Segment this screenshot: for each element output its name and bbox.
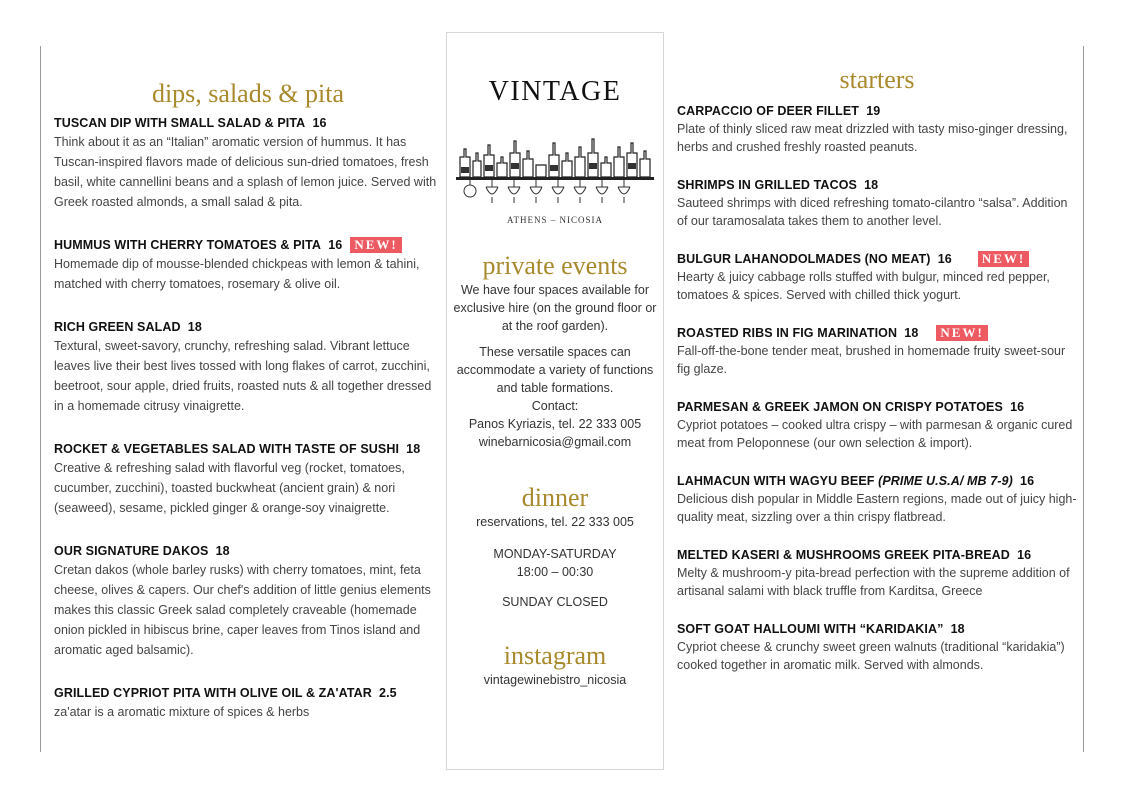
item-description: Sauteed shrimps with diced refreshing tomato-cilantro “salsa”. Addition of our taramosalata takes them to another level. xyxy=(677,196,1068,228)
item-title: ROCKET & VEGETABLES SALAD WITH TASTE OF SUSHI 18 xyxy=(54,442,421,456)
item-description: Cretan dakos (whole barley rusks) with cherry tomatoes, mint, feta cheese, olives & capers. Our chef's addition of little genius elements makes this classic Greek salad completely craveable (homemade onion pickled in hibiscus brine, caper leaves from Tinos island and aromatic aged balsamic). xyxy=(54,563,431,657)
contact-person: Panos Kyriazis, tel. 22 333 005 xyxy=(468,417,642,431)
new-badge: NEW! xyxy=(936,325,987,341)
item-title: PARMESAN & GREEK JAMON ON CRISPY POTATOES 16 xyxy=(677,400,1025,414)
menu-item xyxy=(677,546,1077,600)
item-title: RICH GREEN SALAD 18 xyxy=(54,320,202,334)
menu-item xyxy=(677,620,1077,674)
item-description: Plate of thinly sliced raw meat drizzled with tasty miso-ginger dressing, herbs and crushed freshly roasted peanuts. xyxy=(677,122,1068,154)
item-title: OUR SIGNATURE DAKOS 18 xyxy=(54,544,230,558)
closed-day: SUNDAY CLOSED xyxy=(502,595,608,609)
left-border-line xyxy=(40,46,41,752)
item-title: SOFT GOAT HALLOUMI WITH “KARIDAKIA” 18 xyxy=(677,622,965,636)
private-events-title: private events xyxy=(482,251,628,280)
item-description: za'atar is a aromatic mixture of spices & herbs xyxy=(54,705,310,719)
private-events-text: We have four spaces available for exclusive hire (on the ground floor or at the roof garden). xyxy=(453,283,657,333)
right-border-line xyxy=(1083,46,1084,752)
item-description: Creative & refreshing salad with flavorful veg (rocket, tomatoes, cucumber, zucchini), toasted buckwheat (ancient grain) & nori (seaweed), sesame, pickled ginger & orange-soy vinaigrette. xyxy=(54,461,405,515)
menu-item xyxy=(677,102,1077,156)
menu-item xyxy=(54,318,442,416)
dinner-reservations: reservations, tel. 22 333 005 xyxy=(476,515,634,529)
instagram-title: instagram xyxy=(503,641,607,670)
brand-logo-title: VINTAGE xyxy=(488,76,622,107)
menu-item xyxy=(54,236,442,294)
item-description: Delicious dish popular in Middle Eastern regions, made out of juicy high-quality meat, sizzling over a thin crispy flatbread. xyxy=(677,492,1077,524)
menu-item xyxy=(677,176,1077,230)
menu-item xyxy=(677,398,1077,452)
item-title: GRILLED CYPRIOT PITA WITH OLIVE OIL & ZA'ATAR 2.5 xyxy=(54,686,397,700)
private-events-details: These versatile spaces can accommodate a variety of functions and table formations. xyxy=(456,345,654,395)
menu-item xyxy=(54,114,442,212)
item-title: CARPACCIO OF DEER FILLET 19 xyxy=(677,104,881,118)
item-description: Fall-off-the-bone tender meat, brushed in homemade fruity sweet-sour fig glaze. xyxy=(677,344,1066,376)
item-description: Cypriot potatoes – cooked ultra crispy – with parmesan & organic cured meat from Peloponnese (our own selection & import). xyxy=(677,418,1073,450)
contact-email[interactable]: winebarnicosia@gmail.com xyxy=(478,435,632,449)
starters-column xyxy=(677,64,1077,674)
item-description: Homemade dip of mousse-blended chickpeas with lemon & tahini, matched with cherry tomatoes, rosemary & olive oil. xyxy=(54,257,420,291)
wine-bar-illustration xyxy=(452,117,658,213)
menu-item xyxy=(54,440,442,518)
contact-label: Contact: xyxy=(531,399,579,413)
item-title: HUMMUS WITH CHERRY TOMATOES & PITA 16 NEW! xyxy=(54,236,442,254)
new-badge: NEW! xyxy=(978,251,1029,267)
item-title: BULGUR LAHANODOLMADES (NO MEAT) 16 NEW! xyxy=(677,250,1077,268)
item-description: Melty & mushroom-y pita-bread perfection with the supreme addition of artisanal salami with black truffle from Karditsa, Greece xyxy=(677,566,1070,598)
item-description: Hearty & juicy cabbage rolls stuffed with bulgur, minced red pepper, tomatoes & spices. Served with chilled thick yogurt. xyxy=(677,270,1050,302)
item-description: Think about it as an “Italian” aromatic version of hummus. It has Tuscan-inspired flavors made of delicious sun-dried tomatoes, fresh basil, white cannellini beans and a splash of lemon juice. Served with Greek roasted almonds, a small salad & pita. xyxy=(54,135,437,209)
section-title-dips: dips, salads & pita xyxy=(151,79,345,108)
item-description: Textural, sweet-savory, crunchy, refreshing salad. Vibrant lettuce leaves live their best lives tossed with long flakes of carrot, zucchini, beetroot, sour apple, dried fruits, roasted nuts & all together dressed in a homemade citrusy vinaigrette. xyxy=(54,339,432,413)
item-title: LAHMACUN WITH WAGYU BEEF (PRIME U.S.A/ MB 7-9) 16 xyxy=(677,474,1035,488)
item-title: SHRIMPS IN GRILLED TACOS 18 xyxy=(677,178,879,192)
menu-item xyxy=(54,542,442,660)
menu-item xyxy=(677,324,1077,378)
opening-days: MONDAY-SATURDAY xyxy=(493,547,617,561)
location-text: ATHENS – NICOSIA xyxy=(506,215,603,225)
item-title: ROASTED RIBS IN FIG MARINATION 18 NEW! xyxy=(677,324,1077,342)
dips-salads-column xyxy=(54,78,442,746)
item-title: TUSCAN DIP WITH SMALL SALAD & PITA 16 xyxy=(54,116,327,130)
opening-hours: 18:00 – 00:30 xyxy=(516,565,594,579)
menu-item xyxy=(677,250,1077,304)
item-title: MELTED KASERI & MUSHROOMS GREEK PITA-BREAD 16 xyxy=(677,548,1032,562)
info-panel xyxy=(446,32,664,770)
dinner-title: dinner xyxy=(521,483,589,512)
new-badge: NEW! xyxy=(350,237,401,253)
section-title-starters: starters xyxy=(839,65,915,94)
item-description: Cypriot cheese & crunchy sweet green walnuts (traditional “karidakia”) cooked together in aromatic milk. Served with almonds. xyxy=(677,640,1065,672)
menu-item xyxy=(54,684,442,722)
instagram-handle[interactable]: vintagewinebistro_nicosia xyxy=(483,673,627,687)
menu-item xyxy=(677,472,1077,526)
